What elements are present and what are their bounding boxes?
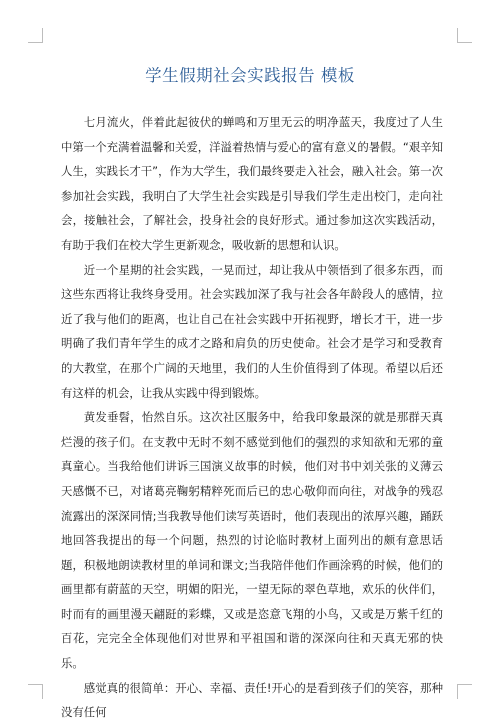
crop-mark-bottom-left <box>28 684 43 699</box>
paragraph-1: 七月流火，伴着此起彼伏的蝉鸣和万里无云的明净蓝天，我度过了人生中第一个充满着温馨和关爱，洋溢着热情与爱心的富有意义的暑假。“艰辛知人生，实践长才干”，作为大学生，我们最终要走入社会，融入社会。第一次参加社会实践，我明白了大学生社会实践是引导我们学生走出校门，走向社会，接触社会，了解社会，投身社会的良好形式。通过参加这次实践活动，有助于我们在校大学生更新观念，吸收新的思想和认识。 <box>61 115 443 252</box>
crop-mark-top-left <box>28 28 43 43</box>
document-body <box>61 110 443 725</box>
paragraph-3: 黄发垂髫，怡然自乐。这次社区服务中，给我印象最深的就是那群天真烂漫的孩子们。在支教中无时不刻不感觉到他们的强烈的求知欲和无邪的童真童心。当我给他们讲诉三国演义故事的时候，他们对书中刘关张的义薄云天感慨不已，对诸葛亮鞠躬精粹死而后已的忠心敬仰而向往，对战争的残忍流露出的深深同情;当我教导他们读写英语时，他们表现出的浓厚兴趣，踊跃地回答我提出的每一个问题，热烈的讨论临时教材上面列出的颇有意思话题，积极地朗读教材里的单词和课文;当我陪伴他们作画涂鸦的时候，他们的画里都有蔚蓝的天空，明媚的阳光，一望无际的翠色草地，欢乐的伙伴们，时而有的画里漫天翩跹的彩蝶，又或是恣意飞翔的小鸟，又或是万紫千红的百花，完完全全体现他们对世界和平祖国和谐的深深向往和天真无邪的快乐。 <box>61 410 443 671</box>
crop-mark-top-right <box>457 28 472 43</box>
crop-mark-bottom-right <box>457 684 472 699</box>
document-title: 学生假期社会实践报告 模板 <box>145 66 355 85</box>
paragraph-2: 近一个星期的社会实践，一晃而过，却让我从中领悟到了很多东西，而这些东西将让我终身受用。社会实践加深了我与社会各年龄段人的感情，拉近了我与他们的距离，也让自己在社会实践中开拓视野，增长才干，进一步明确了我们青年学生的成才之路和肩负的历史使命。社会才是学习和受教育的大教堂，在那个广阔的天地里，我们的人生价值得到了体现。希望以后还有这样的机会，让我从实践中得到锻炼。 <box>61 262 443 400</box>
paragraph-4: 感觉真的很简单：开心、幸福、责任!开心的是看到孩子们的笑容，那种没有任何 <box>61 680 443 720</box>
